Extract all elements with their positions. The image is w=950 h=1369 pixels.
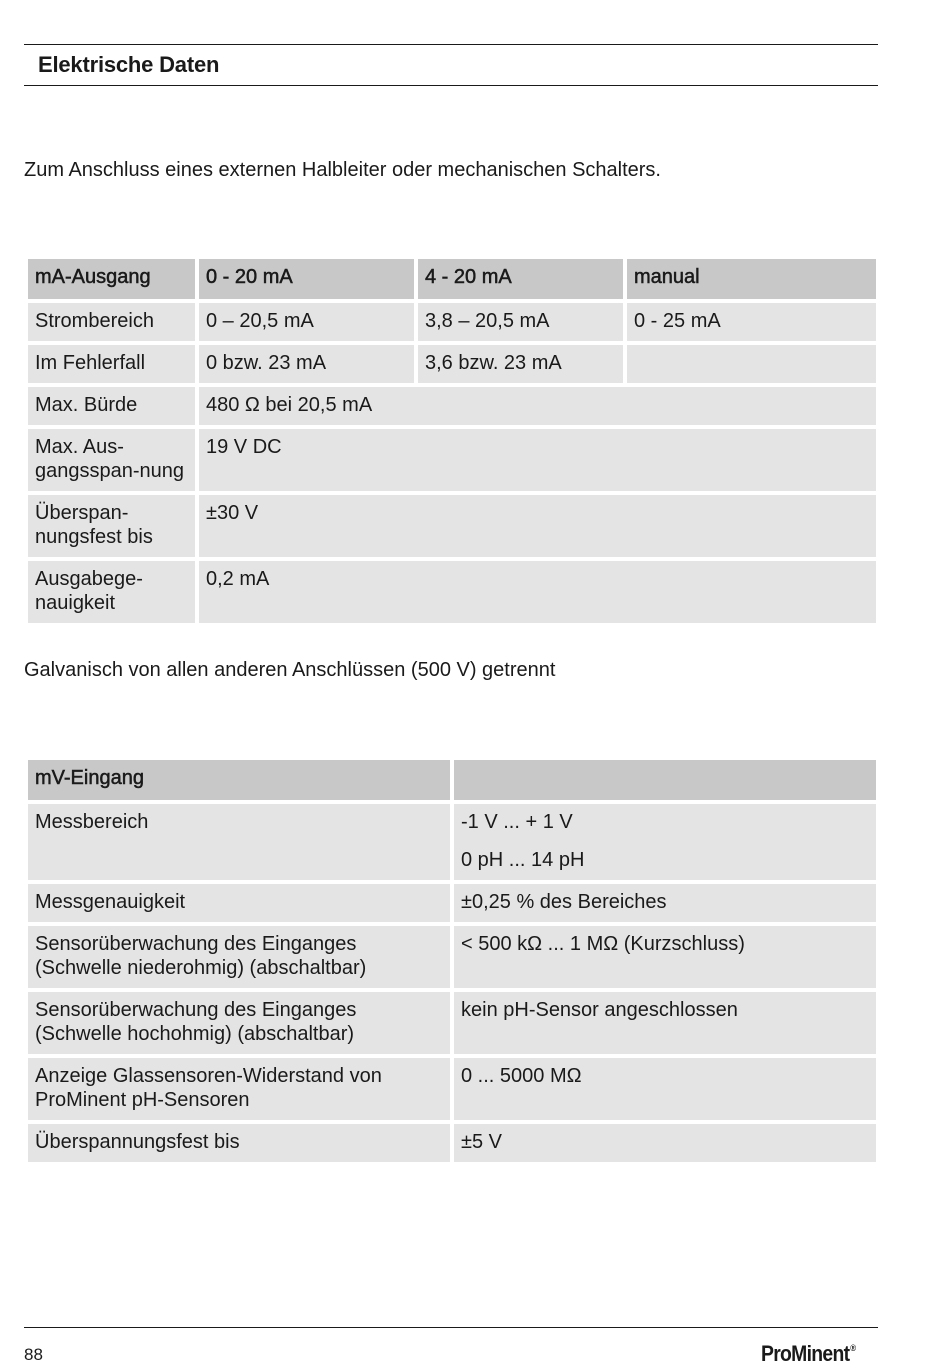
section-header <box>24 44 878 86</box>
table-cell: 0 – 20,5 mA <box>199 303 414 341</box>
row-label: Messgenauigkeit <box>28 884 450 922</box>
table-cell: 0 - 25 mA <box>627 303 876 341</box>
isolation-note: Galvanisch von allen anderen Anschlüssen (500 V) getrennt <box>24 659 556 681</box>
footer-divider <box>24 1327 878 1328</box>
table-cell: 3,6 bzw. 23 mA <box>418 345 623 383</box>
table-cell: ±5 V <box>454 1124 876 1162</box>
table-cell: 19 V DC <box>199 429 876 491</box>
row-label: Überspannungsfest bis <box>28 1124 450 1162</box>
table-header-cell: mA-Ausgang <box>28 259 195 299</box>
table-cell: 480 Ω bei 20,5 mA <box>199 387 876 425</box>
table-header-row <box>28 760 876 800</box>
table-row <box>28 429 876 491</box>
table-row <box>28 303 876 341</box>
table-cell: 3,8 – 20,5 mA <box>418 303 623 341</box>
intro-text: Zum Anschluss eines externen Halbleiter oder mechanischen Schalters. <box>24 159 661 181</box>
row-label: Max. Aus-gangsspan-nung <box>28 429 195 491</box>
table-header-cell: mV-Eingang <box>28 760 450 800</box>
table-cell: ±0,25 % des Bereiches <box>454 884 876 922</box>
table-cell: 0 bzw. 23 mA <box>199 345 414 383</box>
row-label: Sensorüberwachung des Einganges (Schwelle hochohmig) (abschaltbar) <box>28 992 450 1054</box>
table-cell: 0 ... 5000 MΩ <box>454 1058 876 1120</box>
page-title: Elektrische Daten <box>38 52 220 77</box>
table-cell <box>627 345 876 383</box>
registered-mark: ® <box>850 1343 856 1353</box>
table-cell: < 500 kΩ ... 1 MΩ (Kurzschluss) <box>454 926 876 988</box>
table-row <box>28 884 876 922</box>
table-header-cell: 4 - 20 mA <box>418 259 623 299</box>
table-row <box>28 561 876 623</box>
page-number: 88 <box>24 1345 43 1364</box>
range-ph: 0 pH ... 14 pH <box>461 849 585 871</box>
brand-logo <box>761 1341 855 1367</box>
table-row <box>28 804 876 880</box>
row-label: Ausgabege-nauigkeit <box>28 561 195 623</box>
row-label: Messbereich <box>28 804 450 880</box>
table-row <box>28 926 876 988</box>
table-row <box>28 1124 876 1162</box>
row-label: Strombereich <box>28 303 195 341</box>
ma-output-table <box>24 255 880 627</box>
brand-name: ProMinent <box>761 1341 850 1366</box>
table-header-row <box>28 259 876 299</box>
table-row <box>28 345 876 383</box>
row-label: Max. Bürde <box>28 387 195 425</box>
row-label: Sensorüberwachung des Einganges (Schwelle niederohmig) (abschaltbar) <box>28 926 450 988</box>
mv-input-table <box>24 756 880 1166</box>
table-header-cell <box>454 760 876 800</box>
table-cell: kein pH-Sensor angeschlossen <box>454 992 876 1054</box>
table-header-cell: manual <box>627 259 876 299</box>
table-cell <box>454 804 876 880</box>
row-label: Überspan-nungsfest bis <box>28 495 195 557</box>
table-header-cell: 0 - 20 mA <box>199 259 414 299</box>
table-row <box>28 1058 876 1120</box>
table-cell: ±30 V <box>199 495 876 557</box>
table-cell: 0,2 mA <box>199 561 876 623</box>
row-label: Im Fehlerfall <box>28 345 195 383</box>
table-row <box>28 387 876 425</box>
range-voltage: -1 V ... + 1 V <box>461 811 573 833</box>
table-row <box>28 992 876 1054</box>
row-label: Anzeige Glassensoren-Widerstand von ProMinent pH-Sensoren <box>28 1058 450 1120</box>
table-row <box>28 495 876 557</box>
